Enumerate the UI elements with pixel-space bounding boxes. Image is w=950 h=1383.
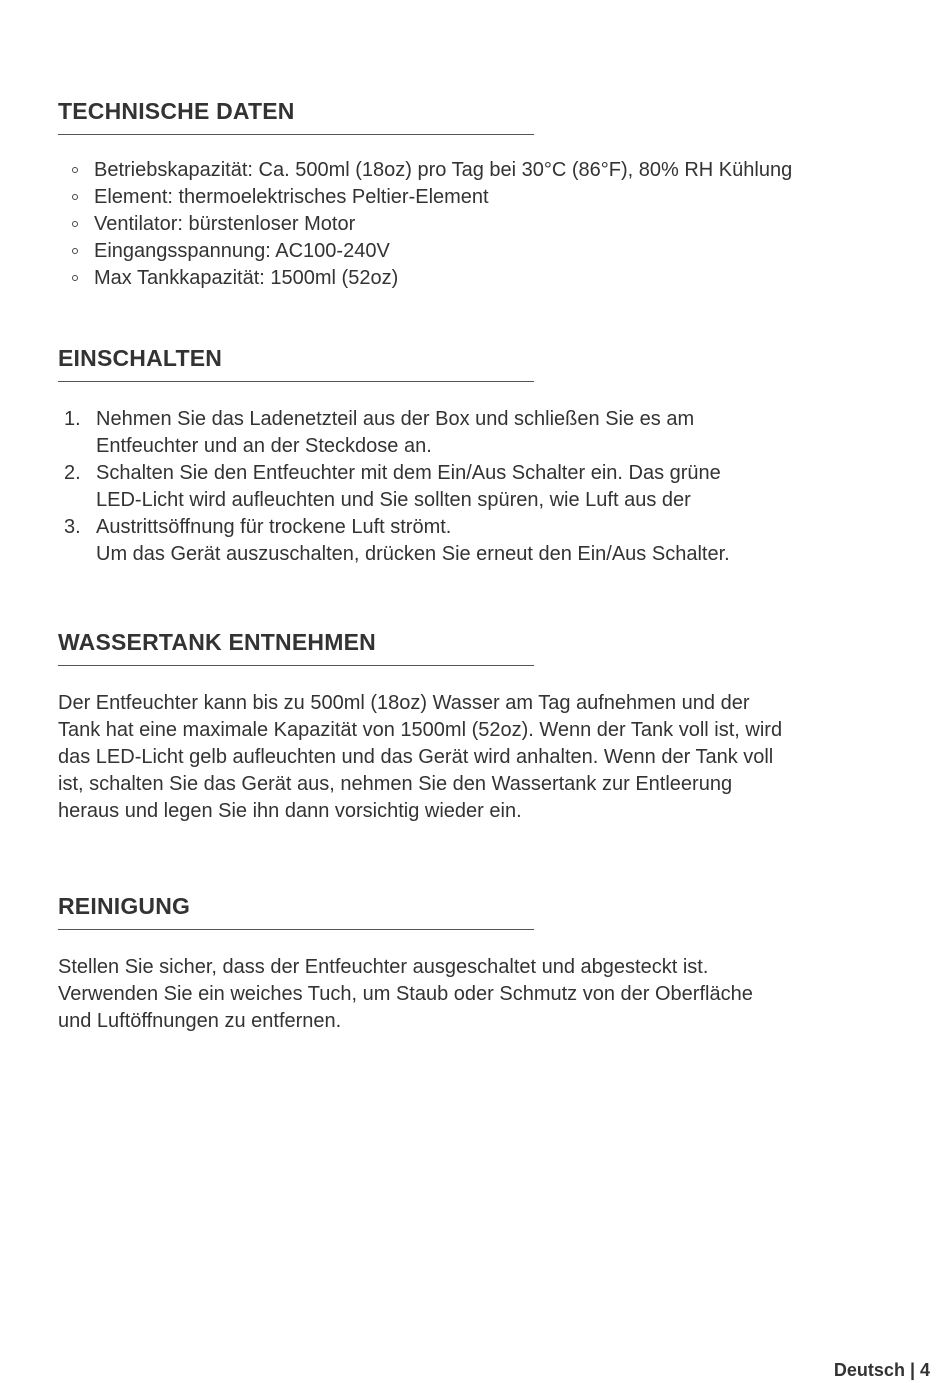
page-footer: Deutsch | 4	[833, 1360, 930, 1380]
section-power-on	[58, 343, 898, 568]
section-technical-data	[58, 96, 898, 292]
section-cleaning	[58, 891, 898, 1035]
paragraph-line: ist, schalten Sie das Gerät aus, nehmen Sie den Wassertank zur Entleerung	[58, 773, 733, 795]
step-item	[58, 406, 898, 460]
cleaning-paragraph	[58, 954, 898, 1035]
step-line: Um das Gerät auszuschalten, drücken Sie erneut den Ein/Aus Schalter.	[96, 543, 730, 565]
step-number: 3.	[64, 516, 81, 538]
paragraph-line: heraus und legen Sie ihn dann vorsichtig wieder ein.	[58, 800, 522, 822]
power-on-steps	[58, 406, 898, 568]
step-item	[58, 460, 898, 514]
paragraph-line: das LED-Licht gelb aufleuchten und das Gerät wird anhalten. Wenn der Tank voll	[58, 746, 774, 768]
paragraph-line: Tank hat eine maximale Kapazität von 1500ml (52oz). Wenn der Tank voll ist, wird	[58, 719, 783, 741]
step-line: Entfeuchter und an der Steckdose an.	[96, 435, 432, 457]
step-line: Nehmen Sie das Ladenetzteil aus der Box und schließen Sie es am	[96, 408, 695, 430]
list-item: Ventilator: bürstenloser Motor	[58, 211, 898, 238]
circle-bullet-icon	[72, 221, 78, 227]
section-title-water-tank: WASSERTANK ENTNEHMEN	[58, 627, 534, 666]
step-number: 2.	[64, 462, 81, 484]
circle-bullet-icon	[72, 194, 78, 200]
step-line: LED-Licht wird aufleuchten und Sie sollten spüren, wie Luft aus der	[96, 489, 691, 511]
step-line: Schalten Sie den Entfeuchter mit dem Ein/Aus Schalter ein. Das grüne	[96, 462, 721, 484]
paragraph-line: Der Entfeuchter kann bis zu 500ml (18oz) Wasser am Tag aufnehmen und der	[58, 692, 750, 714]
paragraph-line: Stellen Sie sicher, dass der Entfeuchter ausgeschaltet und abgesteckt ist.	[58, 956, 709, 978]
list-item: Eingangsspannung: AC100-240V	[58, 238, 898, 265]
list-item: Element: thermoelektrisches Peltier-Element	[58, 184, 898, 211]
circle-bullet-icon	[72, 248, 78, 254]
section-title-power-on: EINSCHALTEN	[58, 343, 534, 382]
paragraph-line: Verwenden Sie ein weiches Tuch, um Staub oder Schmutz von der Oberfläche	[58, 983, 753, 1005]
circle-bullet-icon	[72, 275, 78, 281]
list-item: Max Tankkapazität: 1500ml (52oz)	[58, 265, 898, 292]
paragraph-line: und Luftöffnungen zu entfernen.	[58, 1010, 342, 1032]
section-title-technical-data: TECHNISCHE DATEN	[58, 96, 534, 135]
step-line: Austrittsöffnung für trockene Luft strömt.	[96, 516, 452, 538]
water-tank-paragraph	[58, 690, 898, 825]
section-water-tank	[58, 627, 898, 825]
circle-bullet-icon	[72, 167, 78, 173]
list-item: Betriebskapazität: Ca. 500ml (18oz) pro Tag bei 30°C (86°F), 80% RH Kühlung	[58, 157, 898, 184]
section-title-cleaning: REINIGUNG	[58, 891, 534, 930]
technical-data-list	[58, 157, 898, 292]
step-item	[58, 514, 898, 568]
step-number: 1.	[64, 408, 81, 430]
